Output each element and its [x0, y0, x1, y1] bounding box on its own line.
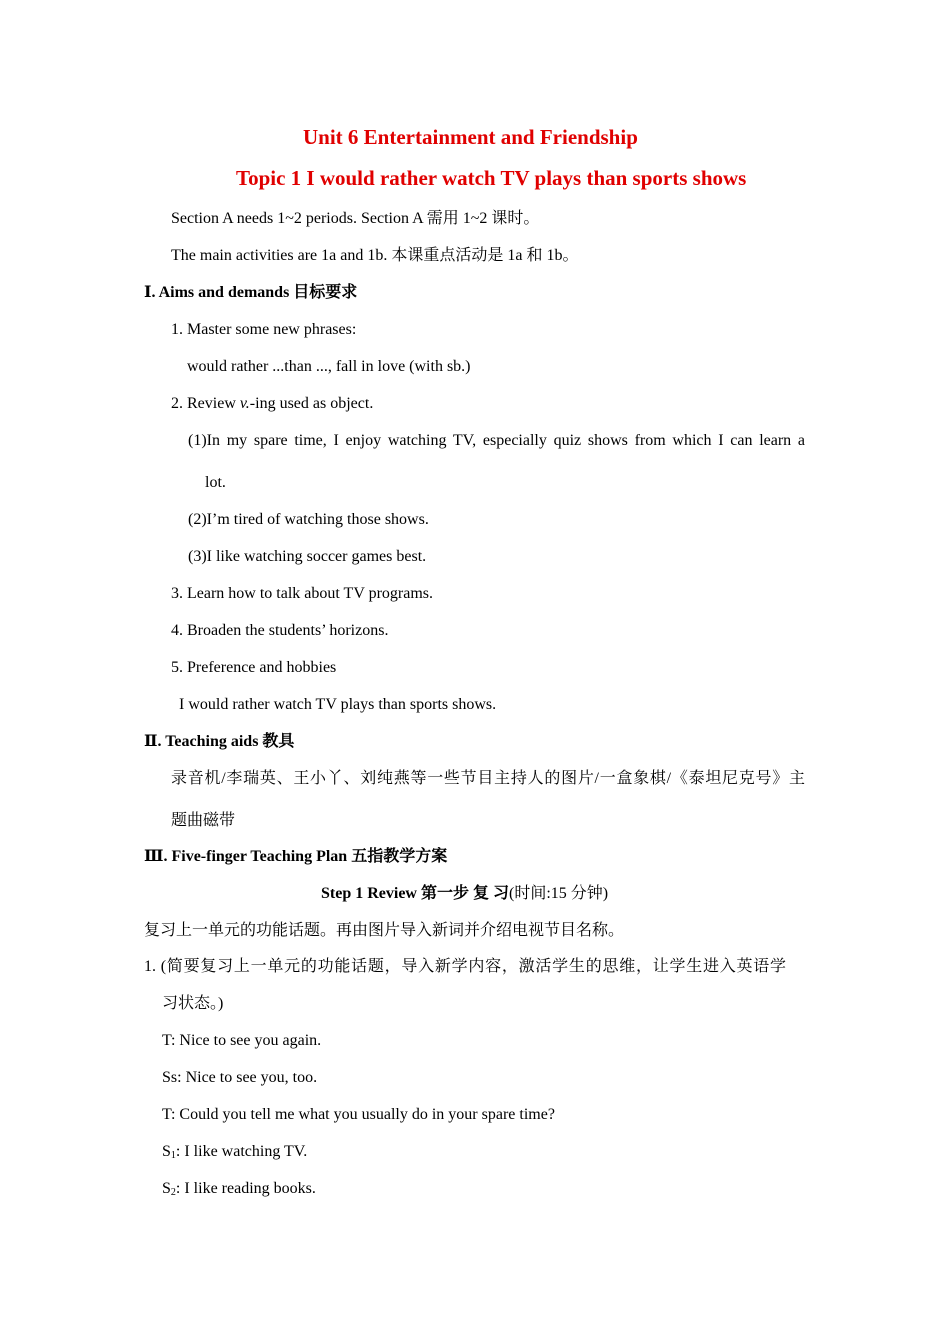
aim-item-1: 1. Master some new phrases:: [171, 321, 357, 338]
aim-item-2-prefix: 2. Review: [171, 395, 240, 412]
aim-item-4: 4. Broaden the students’ horizons.: [171, 622, 389, 639]
topic-title: Topic 1 I would rather watch TV plays than sports shows: [236, 166, 747, 190]
step-1-label: Step 1 Review 第一步 复 习: [321, 885, 509, 902]
dialogue-text: : I like watching TV.: [175, 1143, 308, 1160]
aim-item-2-suffix: -ing used as object.: [249, 395, 374, 412]
dialogue-line: T: Could you tell me what you usually do in your spare time?: [162, 1106, 555, 1123]
step-1-note-line-2: 习状态。): [162, 995, 224, 1012]
dialogue-line: [162, 1142, 307, 1166]
aim-item-2-v: v.: [239, 395, 250, 412]
speaker-number: 1: [170, 1150, 176, 1161]
step-1-time: (时间:15 分钟): [509, 885, 609, 902]
example-3: (3)I like watching soccer games best.: [188, 548, 427, 565]
speaker-letter: S: [162, 1143, 171, 1160]
dialogue-line: T: Nice to see you again.: [162, 1032, 322, 1049]
aim-item-1-detail: would rather ...than ..., fall in love (with sb.): [187, 358, 471, 375]
speaker-number: 2: [170, 1187, 176, 1198]
aim-item-2: [171, 394, 373, 414]
speaker-letter: S: [162, 1180, 171, 1197]
dialogue-line: [162, 1179, 316, 1203]
example-2: (2)I’m tired of watching those shows.: [188, 511, 429, 528]
dialogue-text: : I like reading books.: [175, 1180, 316, 1197]
section3-heading: Ⅲ. Five-finger Teaching Plan 五指教学方案: [144, 848, 448, 865]
teaching-aids-line-2: 题曲磁带: [171, 812, 236, 829]
aim-item-5-detail: I would rather watch TV plays than sports shows.: [179, 696, 497, 713]
section1-heading: Ⅰ. Aims and demands 目标要求: [144, 284, 358, 301]
step-1-summary: 复习上一单元的功能话题。再由图片导入新词并介绍电视节目名称。: [144, 922, 625, 939]
intro-periods: Section A needs 1~2 periods. Section A 需用 1~2 课时。: [171, 210, 540, 227]
example-1-cont: lot.: [205, 474, 226, 491]
intro-activities: The main activities are 1a and 1b. 本课重点活动是 1a 和 1b。: [171, 247, 579, 264]
aim-item-3: 3. Learn how to talk about TV programs.: [171, 585, 434, 602]
aim-item-5: 5. Preference and hobbies: [171, 659, 337, 676]
step-1-heading: [321, 884, 608, 904]
example-1: (1)In my spare time, I enjoy watching TV, especially quiz shows from which I can learn a: [188, 432, 805, 449]
unit-title: Unit 6 Entertainment and Friendship: [303, 125, 638, 149]
dialogue-line: Ss: Nice to see you, too.: [162, 1069, 318, 1086]
section2-heading: Ⅱ. Teaching aids 教具: [144, 733, 295, 750]
step-1-note-line-1: 1. (简要复习上一单元的功能话题，导入新学内容，激活学生的思维，让学生进入英语学: [144, 958, 786, 975]
teaching-aids-line-1: 录音机/李瑞英、王小丫、刘纯燕等一些节目主持人的图片/一盒象棋/《泰坦尼克号》主: [171, 770, 805, 787]
